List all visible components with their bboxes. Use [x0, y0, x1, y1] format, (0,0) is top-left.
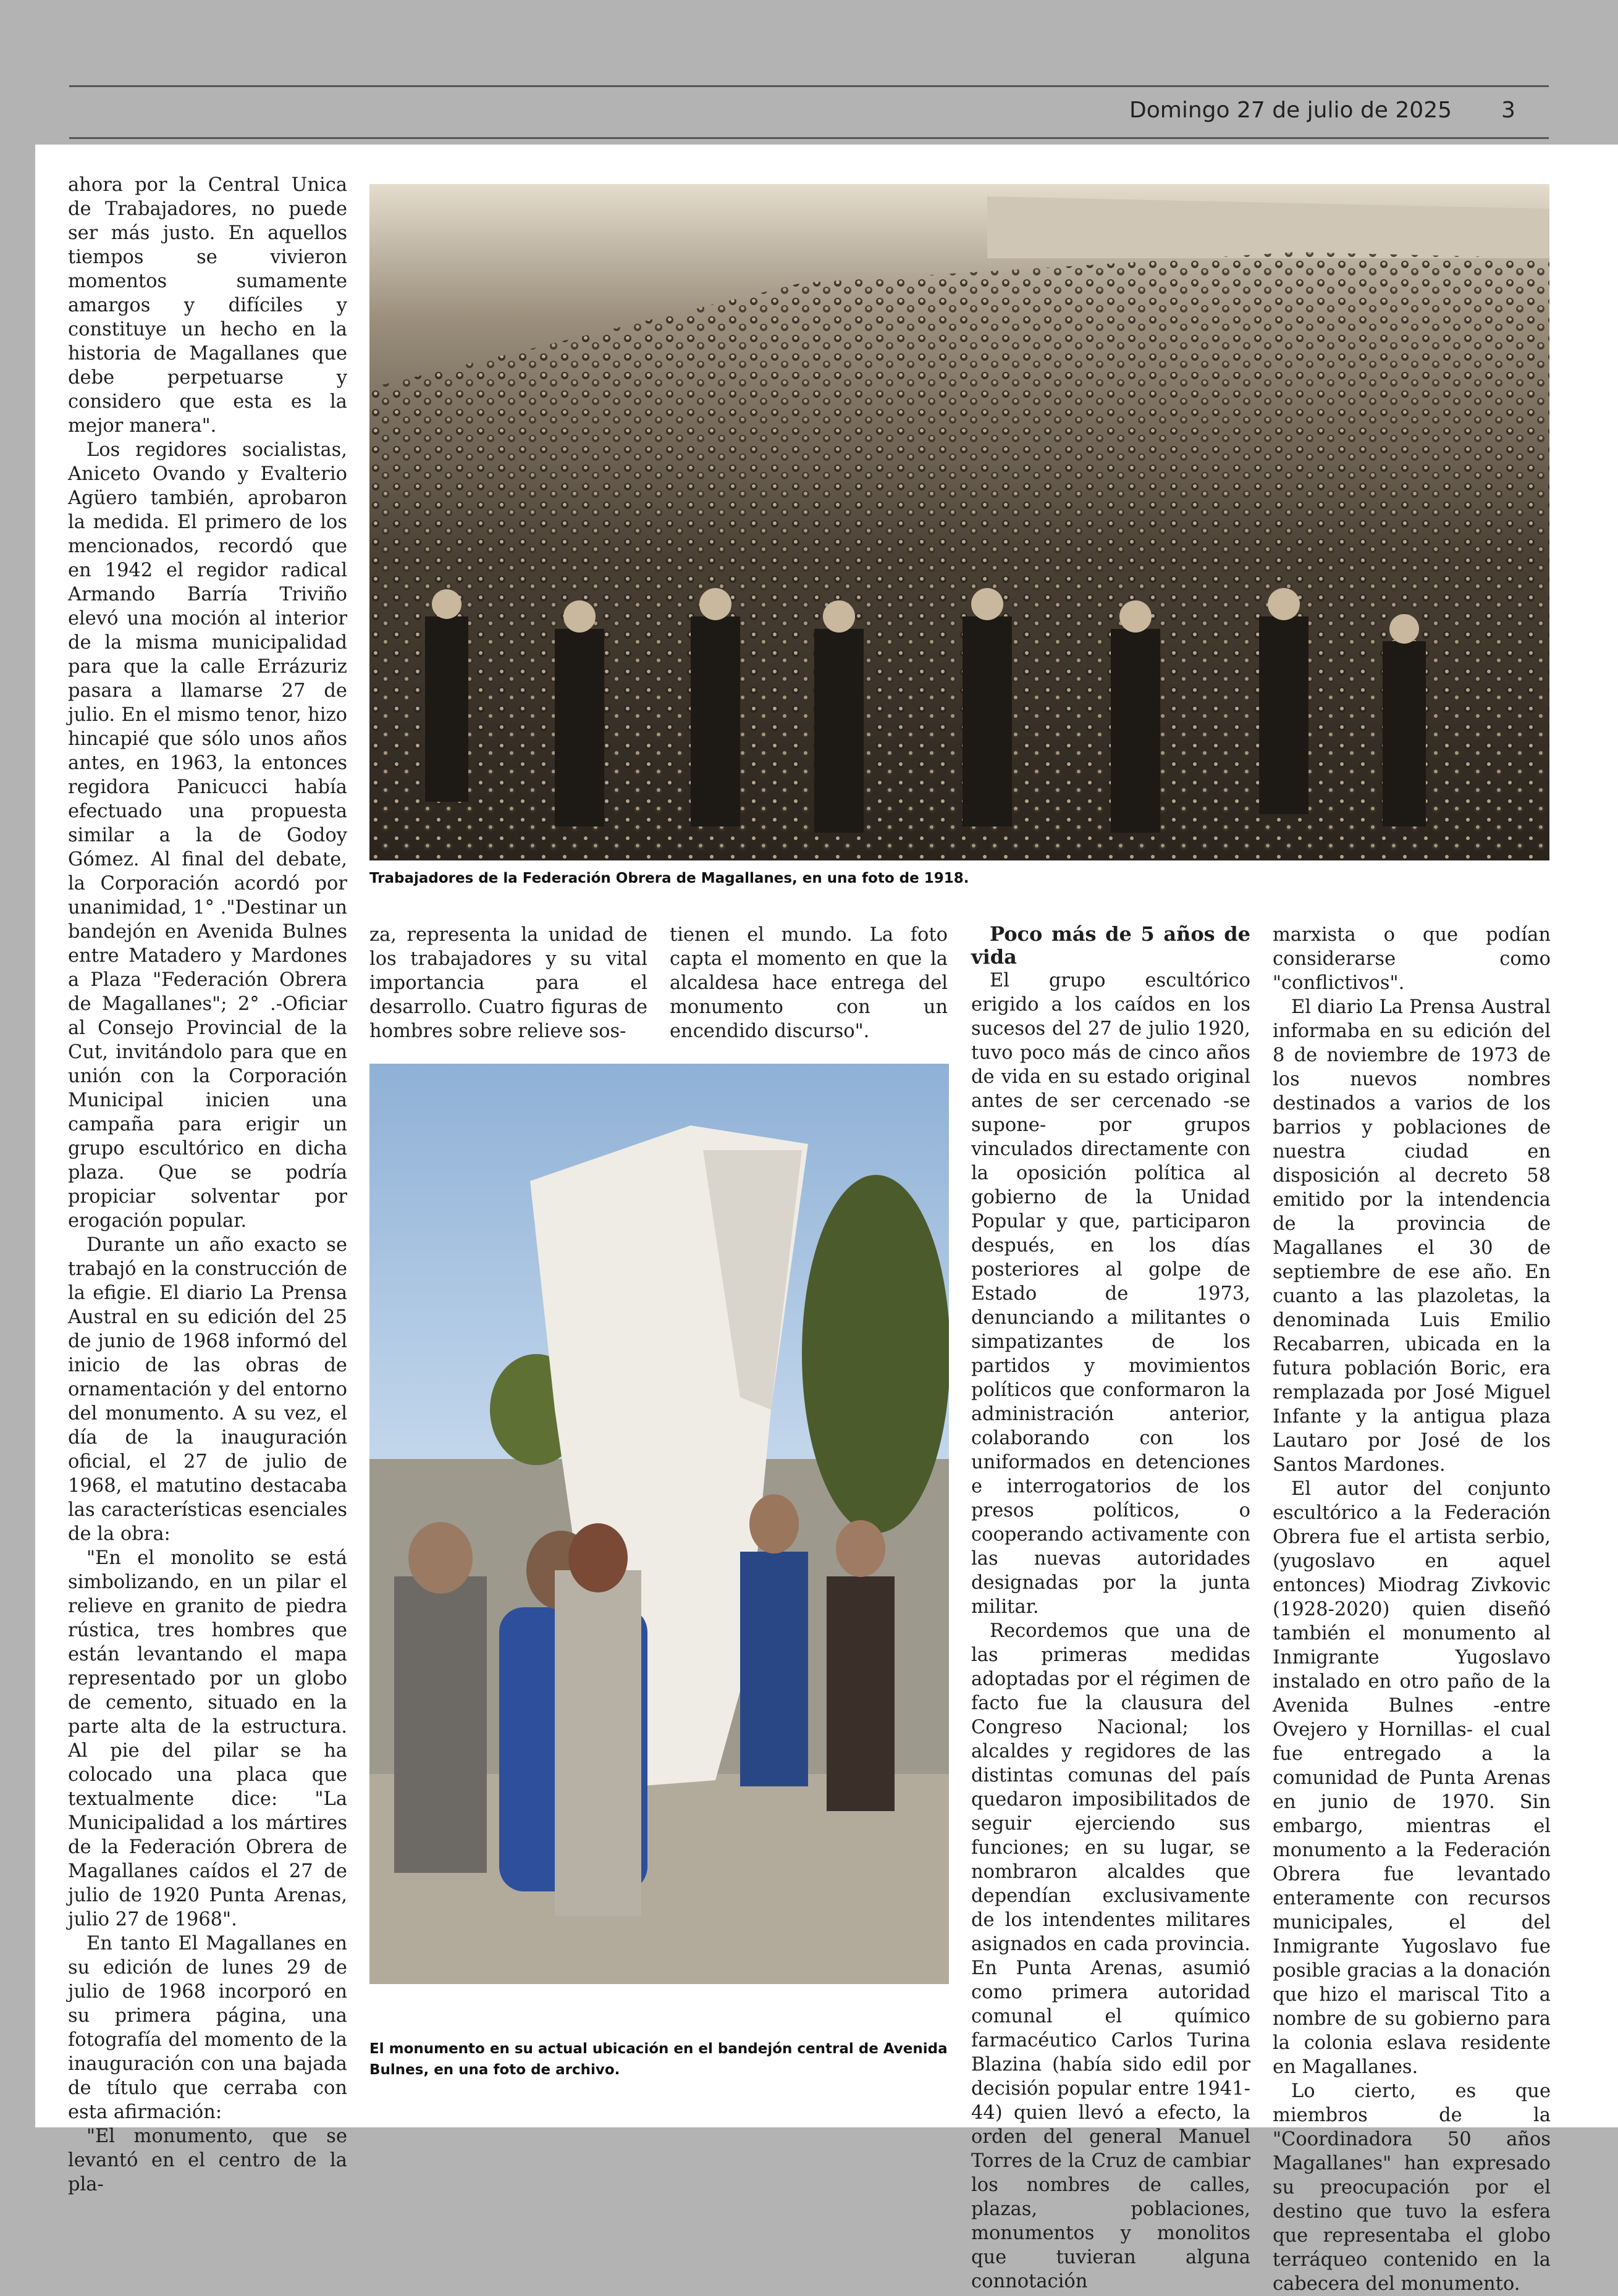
article-column-5 [1273, 923, 1551, 2296]
paragraph: Lo cierto, es que miembros de la "Coordinadora 50 años Magallanes" han expresado su preocupación por el destino que tuvo la esfera que representaba el globo terráqueo contenido en la cabecera del monumento. [1273, 2080, 1551, 2295]
paragraph: Los regidores socialistas, Aniceto Ovando y Evalterio Agüero también, aprobaron la medida. El primero de los mencionados, recordó que en 1942 el regidor radical Armando Barría Triviño elevó una moción al interior de la misma municipalidad para que la calle Errázuriz pasara a llamarse 27 de julio. En el mismo tenor, hizo hincapié que sólo unos años antes, en 1963, la entonces regidora Panicucci había efectuado una propuesta similar a la de Godoy Gómez. Al final del debate, la Corporación acordó por unanimidad, 1° ."Destinar un bandejón en Avenida Bulnes entre Matadero y Mardones a Plaza "Federación Obrera de Magallanes"; 2° .-Oficiar al Consejo Provincial de la Cut, invitándolo para que en unión con la Corporación Municipal inicien una campaña para erigir un grupo escultórico en dicha plaza. Que se podría propiciar solventar por erogación popular. [68, 439, 347, 1232]
edition-date: Domingo 27 de julio de 2025 [1129, 98, 1452, 123]
paragraph: El diario La Prensa Austral informaba en su edición del 8 de noviembre de 1973 de los nuevos nombres destinados a varios de los barrios y poblaciones de nuestra ciudad en disposición al decreto 58 emitido por la intendencia de la provincia de Magallanes el 30 de septiembre de ese año. En cuanto a las plazoletas, la denominada Luis Emilio Recabarren, ubicada en la futura población Boric, era remplazada por José Miguel Infante y la antigua plaza Lautaro por José de los Santos Mardones. [1273, 996, 1551, 1476]
header-bottom-rule [69, 137, 1549, 139]
paragraph: Recordemos que una de las primeras medidas adoptadas por el régimen de facto fue la clausura del Congreso Nacional; los alcaldes y regidores de las distintas comunas del país quedaron imposibilitados de seguir ejerciendo sus funciones; en su lugar, se nombraron alcaldes que dependían exclusivamente de los intendentes militares asignados en cada provincia. En Punta Arenas, asumió como primera autoridad comunal el químico farmacéutico Carlos Turina Blazina (había sido edil por decisión popular entre 1941-44) quien llevó a efecto, la orden del general Manuel Torres de la Cruz de cambiar los nombres de calles, plazas, poblaciones, monumentos y monolitos que tuvieran alguna connotación [971, 1620, 1250, 2292]
paragraph: En tanto El Magallanes en su edición de lunes 29 de julio de 1968 incorporó en su primera página, una fotografía del momento de la inauguración con una bajada de título que cerraba con esta afirmación: [68, 1933, 347, 2123]
paragraph: El grupo escultórico erigido a los caídos en los sucesos del 27 de julio 1920, tuvo poco más de cinco años de vida en su estado original antes de ser cercenado -se supone- por grupos vinculados directamente con la oposición política al gobierno de la Unidad Popular y que, participaron después, en los días posteriores al golpe de Estado de 1973, denunciando a militantes o simpatizantes de los partidos y movimientos políticos que conformaron la administración anterior, colaborando con los uniformados en detenciones e interrogatorios de los presos políticos, o cooperando activamente con las nuevas autoridades designadas por la junta militar. [971, 970, 1250, 1618]
article-column-4 [971, 923, 1250, 2294]
article-column-2 [369, 923, 647, 1043]
paragraph: ahora por la Central Unica de Trabajadores, no puede ser más justo. En aquellos tiempos se vivieron momentos sumamente amargos y difíciles y constituye un hecho en la historia de Magallanes que debe perpetuarse y considero que esta es la mejor manera". [68, 174, 347, 437]
monument-photo-caption: El monumento en su actual ubicación en el bandejón central de Avenida Bulnes, en una foto de archivo. [369, 2041, 948, 2078]
paragraph: Durante un año exacto se trabajó en la construcción de la efigie. El diario La Prensa Austral en su edición del 25 de junio de 1968 informó del inicio de las obras de ornamentación y del entorno del monumento. A su vez, el día de la inauguración oficial, el 27 de julio de 1968, el matutino destacaba las características esenciales de la obra: [68, 1234, 347, 1545]
workers-photo-caption: Trabajadores de la Federación Obrera de Magallanes, en una foto de 1918. [369, 870, 969, 886]
page-number: 3 [1501, 98, 1515, 123]
paragraph: marxista o que podían considerarse como "conflictivos". [1273, 924, 1551, 994]
subheading: Poco más de 5 años de vida [971, 922, 1250, 969]
paragraph: El autor del conjunto escultórico a la Federación Obrera fue el artista serbio, (yugoslavo en aquel entonces) Miodrag Zivkovic (1928-2020) quien diseñó también el monumento al Inmigrante Yugoslavo instalado en otro paño de la Avenida Bulnes -entre Ovejero y Hornillas- el cual fue entregado a la comunidad de Punta Arenas en junio de 1970. Sin embargo, mientras el monumento a la Federación Obrera fue levantado enteramente con recursos municipales, el del Inmigrante Yugoslavo fue posible gracias a la donación que hizo el mariscal Tito a nombre de su gobierno para la colonia eslava residente en Magallanes. [1273, 1478, 1551, 2078]
paragraph: "El monumento, que se levantó en el centro de la pla- [68, 2126, 347, 2195]
paragraph: "En el monolito se está simbolizando, en un pilar el relieve en granito de piedra rústica, tres hombres que están levantando el mapa representado por un globo de cemento, situado en la parte alta de la estructura. Al pie del pilar se ha colocado una placa que textualmente dice: "La Municipalidad a los mártires de la Federación Obrera de Magallanes caídos el 27 de julio de 1920 Punta Arenas, julio 27 de 1968". [68, 1547, 347, 1930]
paragraph: za, representa la unidad de los trabajadores y su vital importancia para el desarrollo. Cuatro figuras de hombres sobre relieve sos- [369, 924, 647, 1042]
monument-photo [369, 1064, 949, 1984]
article-column-3 [670, 923, 948, 1043]
workers-photo [369, 184, 1549, 860]
article-column-1 [68, 173, 347, 2197]
paragraph: tienen el mundo. La foto capta el momento en que la alcaldesa hace entrega del monumento con un encendido discurso". [670, 924, 948, 1042]
header-top-rule [69, 85, 1549, 87]
